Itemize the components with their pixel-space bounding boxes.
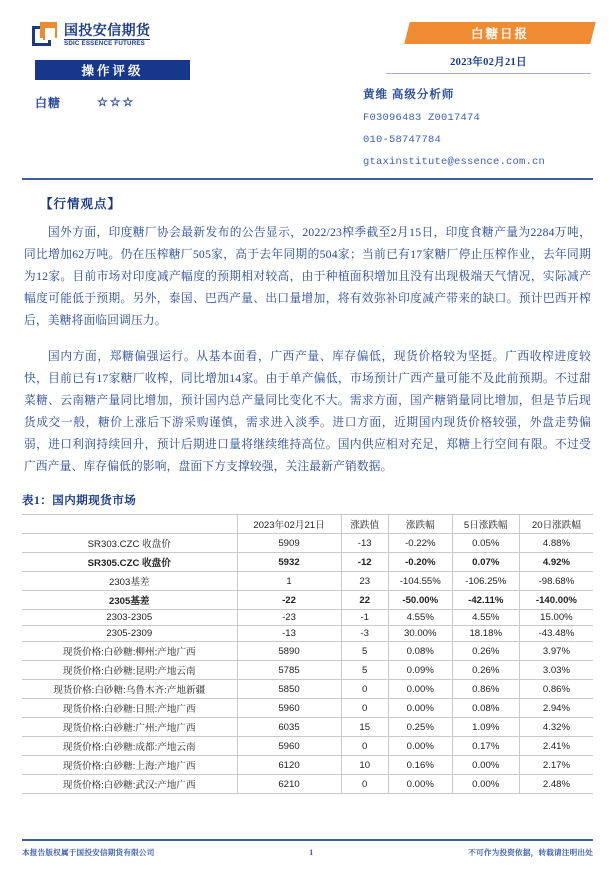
analyst-phone: 010-58747784	[363, 134, 442, 146]
table-cell: -13	[341, 534, 388, 553]
table-cell: 18.18%	[452, 626, 519, 642]
table-row-label: 现货价格:白砂糖:乌鲁木齐:产地新疆	[22, 680, 237, 699]
logo-name-cn: 国投安信期货	[64, 21, 151, 38]
table-row-label: 现货价格:白砂糖:广州:产地广西	[22, 718, 237, 737]
table-cell: 0.00%	[388, 737, 452, 756]
table-cell: -140.00%	[519, 591, 593, 610]
table-head	[22, 515, 593, 534]
table-cell: 0.05%	[452, 534, 519, 553]
table-row	[22, 572, 593, 591]
table-cell: 3.97%	[519, 642, 593, 661]
table-row-label: 2303-2305	[22, 610, 237, 626]
table-row	[22, 591, 593, 610]
table-cell: 6120	[237, 756, 341, 775]
table-cell: 15.00%	[519, 610, 593, 626]
table-cell: 2.94%	[519, 699, 593, 718]
report-header	[22, 0, 593, 168]
table-row-label: 现货价格:白砂糖:柳州:产地广西	[22, 642, 237, 661]
table-cell: 15	[341, 718, 388, 737]
table-body	[22, 534, 593, 794]
report-title-banner	[404, 22, 595, 44]
table-cell: -23	[237, 610, 341, 626]
footer-copyright: 本报告版权属于国投安信期货有限公司	[22, 848, 155, 857]
table-cell: 5960	[237, 737, 341, 756]
logo-name-en: SDIC ESSENCE FUTURES	[64, 39, 150, 47]
table-cell: 0	[341, 680, 388, 699]
table-cell: 2.41%	[519, 737, 593, 756]
header-divider	[22, 178, 593, 180]
table-cell: 0.08%	[452, 699, 519, 718]
company-logo	[32, 22, 322, 48]
table-cell: 4.88%	[519, 534, 593, 553]
table-row	[22, 553, 593, 572]
header-left-block	[22, 22, 322, 111]
rating-row	[35, 94, 322, 111]
table-cell: 3.03%	[519, 661, 593, 680]
logo-mark-icon	[32, 22, 58, 48]
table-caption: 表1：国内期现货市场	[22, 495, 137, 507]
table-cell: 4.55%	[388, 610, 452, 626]
domestic-futures-spot-table	[22, 514, 593, 794]
table-cell: 6035	[237, 718, 341, 737]
table-cell: 4.32%	[519, 718, 593, 737]
table-cell: 5850	[237, 680, 341, 699]
table-col-header-4: 5日涨跌幅	[452, 515, 519, 534]
footer-divider	[22, 839, 593, 841]
table-cell: 30.00%	[388, 626, 452, 642]
table-cell: 5890	[237, 642, 341, 661]
table-cell: 0.07%	[452, 553, 519, 572]
footer-disclaimer: 不可作为投资依据，转载请注明出处	[468, 848, 593, 857]
table-cell: -0.22%	[388, 534, 452, 553]
table-cell: 0	[341, 699, 388, 718]
table-cell: -12	[341, 553, 388, 572]
table-row	[22, 626, 593, 642]
table-cell: 1.09%	[452, 718, 519, 737]
table-cell: 6210	[237, 775, 341, 794]
analyst-license: F03096483 Z0017474	[363, 112, 481, 124]
table-cell: 2.48%	[519, 775, 593, 794]
table-cell: 0	[341, 775, 388, 794]
footer-page-number: 1	[309, 848, 314, 857]
table-row	[22, 610, 593, 626]
table-cell: 0.00%	[388, 775, 452, 794]
table-row	[22, 699, 593, 718]
table-row	[22, 642, 593, 661]
table-cell: 0.26%	[452, 642, 519, 661]
table-cell: -98.68%	[519, 572, 593, 591]
analyst-name: 黄维 高级分析师	[363, 89, 455, 101]
table-cell: -50.00%	[388, 591, 452, 610]
table-cell: 4.92%	[519, 553, 593, 572]
table-row-label: 现货价格:白砂糖:昆明:产地云南	[22, 661, 237, 680]
table-row-label: 2305-2309	[22, 626, 237, 642]
table-cell: 1	[237, 572, 341, 591]
table-cell: -104.55%	[388, 572, 452, 591]
table-col-header-3: 涨跌幅	[388, 515, 452, 534]
report-title-banner-wrap	[363, 22, 593, 46]
table-cell: 0.16%	[388, 756, 452, 775]
table-cell: 0.09%	[388, 661, 452, 680]
table-cell: 5785	[237, 661, 341, 680]
report-title: 白糖日报	[470, 27, 529, 41]
market-view-paragraph-1: 国外方面，印度糖厂协会最新发布的公告显示，2022/23榨季截至2月15日，印度食糖产量为2284万吨，同比增加62万吨。仍在压榨糖厂505家，高于去年同期的504家；当前已有17家糖厂停止压榨作业，去年同期为12家。目前市场对印度减产幅度的预期相对较高，由于种植面积增加且没有出现极端天气情况，实际减产幅度可能低于预期。另外，泰国、巴西产量、出口量增加，将有效弥补印度减产带来的缺口。预计巴西开榨后，美糖将面临回调压力。	[24, 226, 591, 327]
table-cell: -106.25%	[452, 572, 519, 591]
table-col-header-0	[22, 515, 237, 534]
table-row	[22, 534, 593, 553]
table-header-row	[22, 515, 593, 534]
table-cell: 23	[341, 572, 388, 591]
table-cell: -0.20%	[388, 553, 452, 572]
table-row-label: SR305.CZC 收盘价	[22, 553, 237, 572]
table-cell: 0.86%	[519, 680, 593, 699]
table-cell: -1	[341, 610, 388, 626]
table-cell: 0.86%	[452, 680, 519, 699]
table-row-label: 现货价格:白砂糖:成都:产地云南	[22, 737, 237, 756]
table-cell: 0.25%	[388, 718, 452, 737]
table-cell: 0.00%	[452, 756, 519, 775]
table-row-label: 现货价格:白砂糖:武汉:产地广西	[22, 775, 237, 794]
table-cell: -3	[341, 626, 388, 642]
table-row	[22, 737, 593, 756]
market-view-heading: 【行情观点】	[40, 197, 122, 211]
operation-rating-banner: 操作评级	[35, 60, 190, 80]
table-cell: 5909	[237, 534, 341, 553]
table-cell: -13	[237, 626, 341, 642]
table-cell: -22	[237, 591, 341, 610]
table-col-header-1: 2023年02月21日	[237, 515, 341, 534]
table-row-label: SR303.CZC 收盘价	[22, 534, 237, 553]
table-cell: 2.17%	[519, 756, 593, 775]
table-col-header-5: 20日涨跌幅	[519, 515, 593, 534]
table-row	[22, 718, 593, 737]
table-cell: 0.08%	[388, 642, 452, 661]
table-cell: 5	[341, 642, 388, 661]
table-cell: 0	[341, 737, 388, 756]
table-cell: 5960	[237, 699, 341, 718]
rating-product-label: 白糖	[35, 96, 62, 110]
market-view-paragraph-2: 国内方面，郑糖偏强运行。从基本面看，广西产量、库存偏低，现货价格较为坚挺。广西收榨进度较快，目前已有17家糖厂收榨，同比增加14家。由于单产偏低，市场预计广西产量可能不及此前预期。不过甜菜糖、云南糖产量同比增加，预计国内总产量同比变化不大。需求方面，国产糖销量同比增加，但是节后现货成交一般，糖价上涨后下游采购谨慎，需求进入淡季。进口方面，近期国内现货价格较强，外盘走势偏弱，进口利润持续回升，预计后期进口量将继续维持高位。国内供应相对充足，郑糖上行空间有限。不过受广西产量、库存偏低的影响，盘面下方支撑较强，关注最新产销数据。	[24, 350, 591, 473]
table-cell: 0.00%	[388, 699, 452, 718]
table-cell: -43.48%	[519, 626, 593, 642]
table-row	[22, 756, 593, 775]
table-row-label: 2303基差	[22, 572, 237, 591]
table-cell: 4.55%	[452, 610, 519, 626]
table-cell: 0.26%	[452, 661, 519, 680]
table-cell: 0.00%	[388, 680, 452, 699]
star-rating-icon: ☆☆☆	[97, 95, 136, 109]
report-date: 2023年02月21日	[386, 54, 591, 74]
table-row	[22, 680, 593, 699]
table-row-label: 2305基差	[22, 591, 237, 610]
logo-text	[64, 23, 150, 47]
table-row	[22, 775, 593, 794]
table-cell: -42.11%	[452, 591, 519, 610]
table-row-label: 现货价格:白砂糖:上海:产地广西	[22, 756, 237, 775]
table-cell: 0.00%	[452, 775, 519, 794]
table-col-header-2: 涨跌值	[341, 515, 388, 534]
table-cell: 22	[341, 591, 388, 610]
analyst-email: gtaxinstitute@essence.com.cn	[363, 156, 546, 168]
header-right-block	[363, 22, 593, 168]
table-row	[22, 661, 593, 680]
table-cell: 5	[341, 661, 388, 680]
footer-row	[22, 847, 593, 858]
table-cell: 0.17%	[452, 737, 519, 756]
report-footer	[22, 839, 593, 858]
table-cell: 10	[341, 756, 388, 775]
table-cell: 5932	[237, 553, 341, 572]
table-row-label: 现货价格:白砂糖:日照:产地广西	[22, 699, 237, 718]
